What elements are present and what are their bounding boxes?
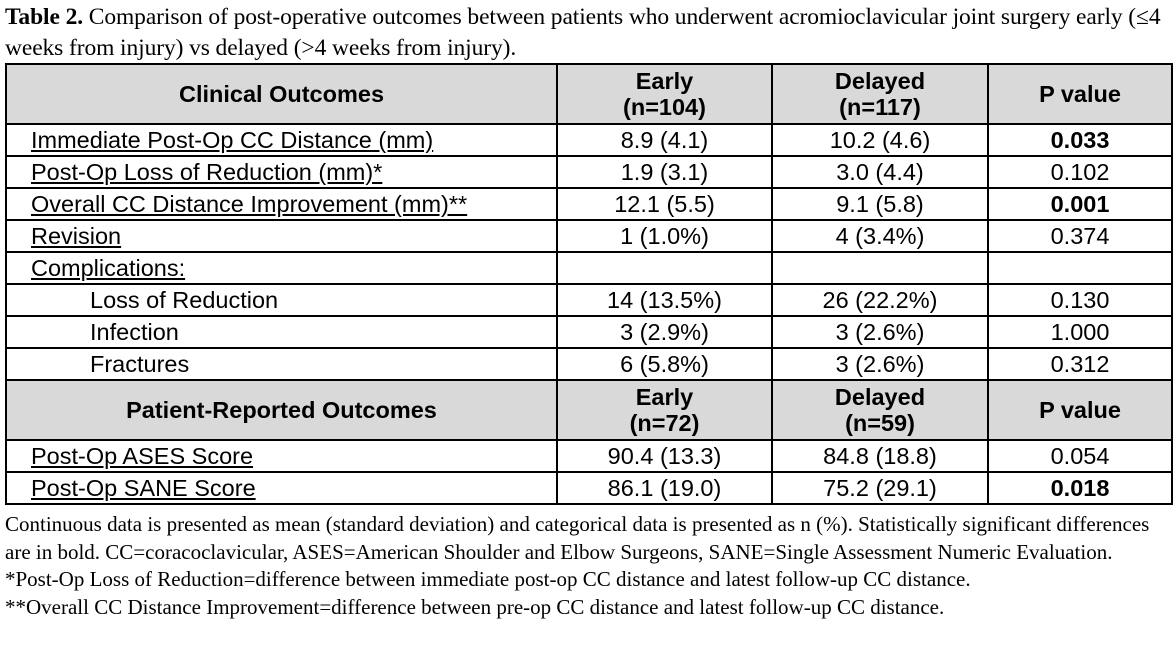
- outcomes-table: [5, 63, 1173, 505]
- early-value: 90.4 (13.3): [557, 440, 772, 472]
- pro-delayed-header-n: (n=59): [845, 410, 915, 436]
- delayed-value: 3 (2.6%): [772, 316, 988, 348]
- early-header: [557, 64, 772, 124]
- delayed-value: 84.8 (18.8): [772, 440, 988, 472]
- row-label: [6, 220, 557, 252]
- row-label-text: Revision: [31, 223, 122, 249]
- early-header-label: Early: [635, 68, 694, 94]
- clinical-rows: [6, 124, 1172, 380]
- p-value: 0.374: [988, 220, 1172, 252]
- row-label-text: Overall CC Distance Improvement (mm)**: [31, 191, 468, 217]
- table-row: [6, 440, 1172, 472]
- table-row: [6, 348, 1172, 380]
- p-value: 1.000: [988, 316, 1172, 348]
- p-value-header: P value: [988, 64, 1172, 124]
- early-value: 6 (5.8%): [557, 348, 772, 380]
- row-label: [6, 124, 557, 156]
- row-label-text: Complications:: [31, 255, 186, 281]
- p-value: [988, 252, 1172, 284]
- delayed-value: 3.0 (4.4): [772, 156, 988, 188]
- early-value: 12.1 (5.5): [557, 188, 772, 220]
- pro-delayed-header-label: Delayed: [834, 384, 926, 410]
- clinical-outcomes-header: Clinical Outcomes: [6, 64, 557, 124]
- p-value: 0.102: [988, 156, 1172, 188]
- clinical-header-row: [6, 64, 1172, 124]
- table-row: [6, 124, 1172, 156]
- table-row: [6, 284, 1172, 316]
- early-value: 3 (2.9%): [557, 316, 772, 348]
- row-label: [6, 440, 557, 472]
- delayed-value: 10.2 (4.6): [772, 124, 988, 156]
- early-value: 86.1 (19.0): [557, 472, 772, 504]
- table-row: [6, 220, 1172, 252]
- early-value: 14 (13.5%): [557, 284, 772, 316]
- table-row: [6, 156, 1172, 188]
- pro-rows: [6, 440, 1172, 504]
- caption-label: Table 2.: [5, 4, 83, 30]
- caption-text: Comparison of post-operative outcomes between patients who underwent acromioclavicular joint surgery early (≤4 weeks from injury) vs delayed (>4 weeks from injury).: [5, 4, 1161, 61]
- early-value: [557, 252, 772, 284]
- footnote-cc-improvement: **Overall CC Distance Improvement=difference between pre-op CC distance and latest follow-up CC distance.: [5, 594, 945, 619]
- p-value: 0.018: [988, 472, 1172, 504]
- row-label: [6, 252, 557, 284]
- delayed-value: 4 (3.4%): [772, 220, 988, 252]
- row-label-text: Post-Op Loss of Reduction (mm)*: [31, 159, 383, 185]
- delayed-value: 3 (2.6%): [772, 348, 988, 380]
- pro-header-row: [6, 380, 1172, 440]
- delayed-header: [772, 64, 988, 124]
- table-row: [6, 316, 1172, 348]
- early-value: 1.9 (3.1): [557, 156, 772, 188]
- pro-early-header-n: (n=72): [629, 410, 700, 436]
- table-row: [6, 472, 1172, 504]
- table-row: [6, 252, 1172, 284]
- p-value: 0.033: [988, 124, 1172, 156]
- pro-early-header: [557, 380, 772, 440]
- pro-p-value-header: P value: [988, 380, 1172, 440]
- table-footnotes: [5, 511, 1171, 621]
- p-value: 0.130: [988, 284, 1172, 316]
- row-label: Infection: [6, 316, 557, 348]
- footnote-general: Continuous data is presented as mean (standard deviation) and categorical data is presented as n (%). Statistically significant differences are in bold. CC=coracoclavicular, ASES=American Shoulder and Elbow Surgeons, SANE=Single Assessment Numeric Evaluation.: [5, 512, 1150, 564]
- table-caption: [5, 2, 1171, 64]
- row-label: [6, 188, 557, 220]
- pro-early-header-label: Early: [635, 384, 694, 410]
- delayed-value: 26 (22.2%): [772, 284, 988, 316]
- delayed-value: 9.1 (5.8): [772, 188, 988, 220]
- table-row: [6, 188, 1172, 220]
- row-label-text: Post-Op ASES Score: [31, 443, 254, 469]
- row-label: Fractures: [6, 348, 557, 380]
- p-value: 0.054: [988, 440, 1172, 472]
- pro-delayed-header: [772, 380, 988, 440]
- delayed-value: 75.2 (29.1): [772, 472, 988, 504]
- row-label-text: Post-Op SANE Score: [31, 475, 256, 501]
- row-label: [6, 472, 557, 504]
- delayed-value: [772, 252, 988, 284]
- p-value: 0.001: [988, 188, 1172, 220]
- row-label: [6, 156, 557, 188]
- early-value: 1 (1.0%): [557, 220, 772, 252]
- row-label-text: Immediate Post-Op CC Distance (mm): [31, 127, 434, 153]
- delayed-header-n: (n=117): [839, 94, 921, 120]
- row-label: Loss of Reduction: [6, 284, 557, 316]
- pro-outcomes-header: Patient-Reported Outcomes: [6, 380, 557, 440]
- early-value: 8.9 (4.1): [557, 124, 772, 156]
- p-value: 0.312: [988, 348, 1172, 380]
- delayed-header-label: Delayed: [834, 68, 926, 94]
- footnote-loss-of-reduction: *Post-Op Loss of Reduction=difference between immediate post-op CC distance and latest follow-up CC distance.: [5, 567, 971, 591]
- early-header-n: (n=104): [623, 94, 706, 120]
